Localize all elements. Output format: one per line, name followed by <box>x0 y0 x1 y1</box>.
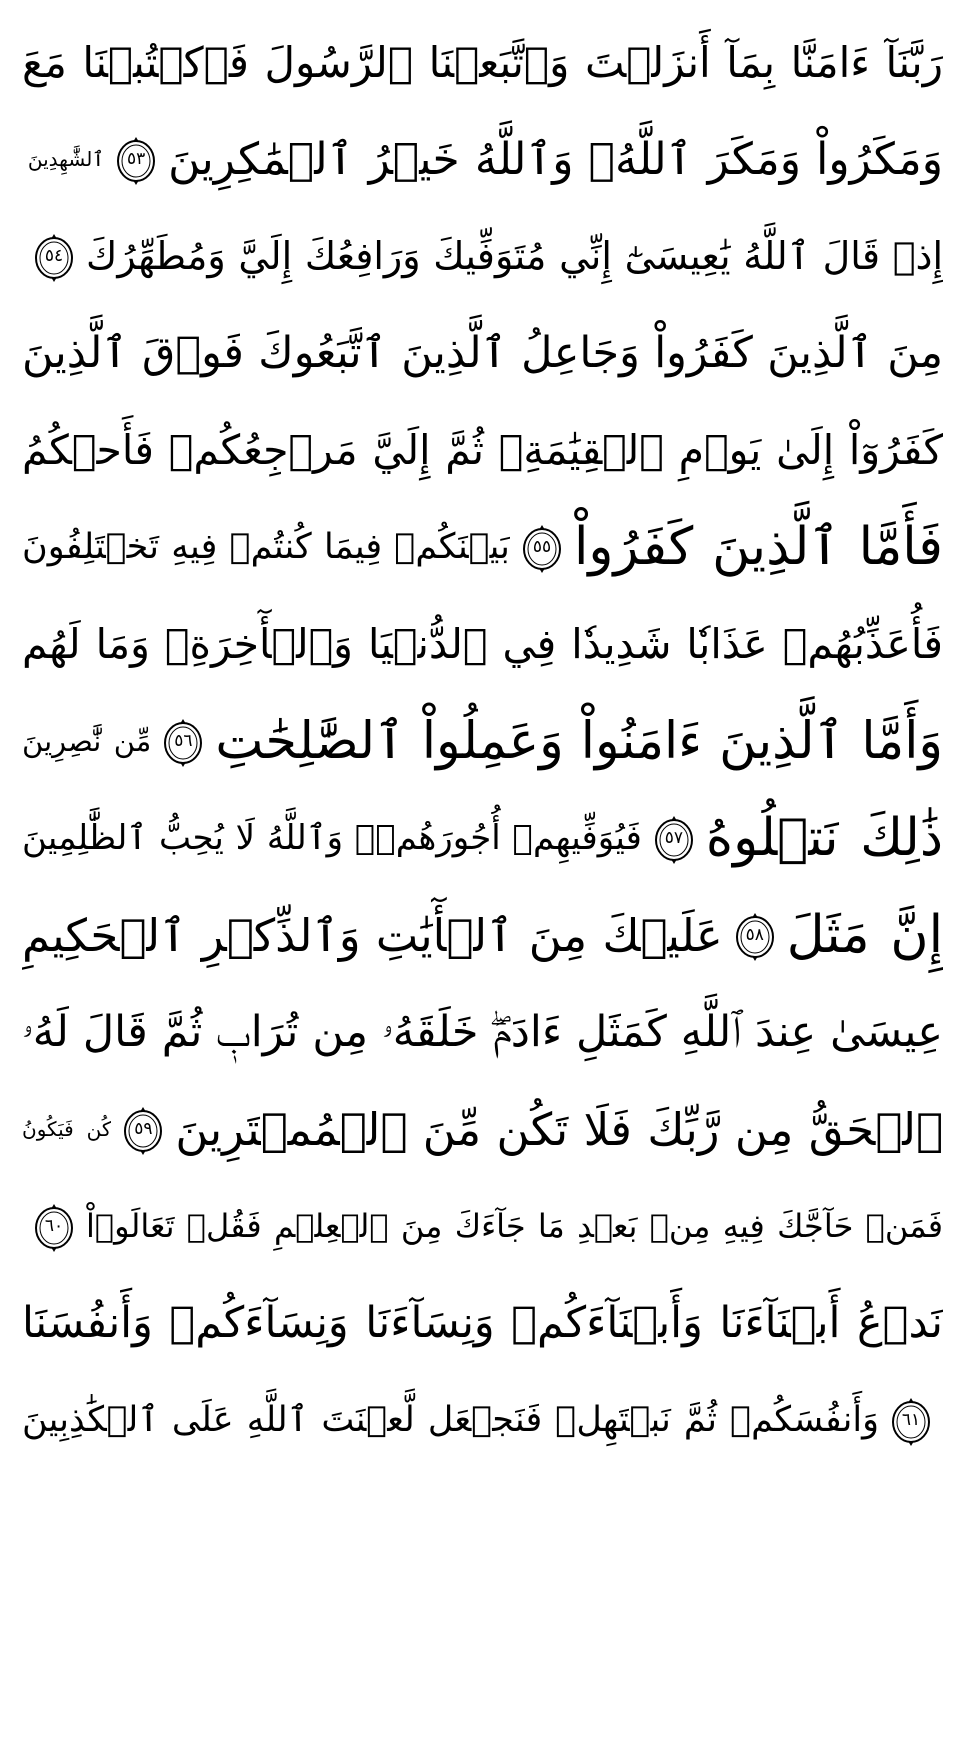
text-line <box>22 1178 943 1275</box>
text-line <box>22 305 943 402</box>
text-line <box>22 111 943 208</box>
ayah-number: ٥٧ <box>664 828 683 848</box>
verse-text: مِّن نَّٰصِرِينَ <box>22 724 152 758</box>
verse-text: إِذۡ قَالَ ٱللَّهُ يَٰعِيسَىٰٓ إِنِّي مُتَوَفِّيكَ وَرَافِعُكَ إِلَيَّ وَمُطَهِّرُكَ <box>86 234 943 278</box>
text-line <box>22 1275 943 1372</box>
ayah-number: ٥٦ <box>174 731 193 751</box>
verse-text: كَفَرُوٓاْ إِلَىٰ يَوۡمِ ٱلۡقِيَٰمَةِۖ ثُمَّ إِلَيَّ مَرۡجِعُكُمۡ فَأَحۡكُمُ <box>22 426 943 474</box>
verse-text: وَأَمَّا ٱلَّذِينَ ءَامَنُواْ وَعَمِلُواْ ٱلصَّٰلِحَٰتِ <box>215 712 943 771</box>
text-line <box>22 1372 943 1469</box>
verse-text: فَمَنۡ حَآجَّكَ فِيهِ مِنۢ بَعۡدِ مَا جَآءَكَ مِنَ ٱلۡعِلۡمِ فَقُلۡ تَعَالَوۡاْ <box>86 1207 943 1245</box>
verse-text: بَيۡنَكُمۡ فِيمَا كُنتُمۡ فِيهِ تَخۡتَلِفُونَ <box>22 527 510 567</box>
verse-text: فَأُعَذِّبُهُمۡ عَذَابٗا شَدِيدٗا فِي ٱلدُّنۡيَا وَٱلۡأٓخِرَةِۖ وَمَا لَهُم <box>22 620 943 668</box>
verse-text: عَلَيۡكَ مِنَ ٱلۡأٓيَٰتِ وَٱلذِّكۡرِ ٱلۡحَكِيمِ <box>22 909 723 962</box>
ayah-number-marker <box>520 522 564 574</box>
text-line <box>22 14 943 111</box>
verse-text: كُن فَيَكُونُ <box>22 1117 112 1141</box>
ayah-number: ٦٠ <box>44 1216 64 1236</box>
verse-text: ٱلشَّٰهِدِينَ <box>27 147 105 171</box>
verse-text: نَدۡعُ أَبۡنَآءَنَا وَأَبۡنَآءَكُمۡ وَنِسَآءَنَا وَنِسَآءَكُمۡ وَأَنفُسَنَا <box>22 1298 943 1348</box>
verse-text: مِنَ ٱلَّذِينَ كَفَرُواْ وَجَاعِلُ ٱلَّذِينَ ٱتَّبَعُوكَ فَوۡقَ ٱلَّذِينَ <box>22 328 943 378</box>
verse-text: إِنَّ مَثَلَ <box>786 905 943 965</box>
text-line <box>22 596 943 693</box>
ayah-number-marker <box>889 1395 933 1447</box>
text-line <box>22 887 943 984</box>
ayah-number-marker <box>114 134 158 186</box>
text-line <box>22 790 943 887</box>
verse-text: وَمَكَرُواْ وَمَكَرَ ٱللَّهُۖ وَٱللَّهُ خَيۡرُ ٱلۡمَٰكِرِينَ <box>168 134 943 185</box>
verse-text: ذَٰلِكَ نَتۡلُوهُ <box>705 808 943 868</box>
text-line <box>22 208 943 305</box>
verse-text: رَبَّنَآ ءَامَنَّا بِمَآ أَنزَلۡتَ وَٱتَّبَعۡنَا ٱلرَّسُولَ فَٱكۡتُبۡنَا مَعَ <box>22 38 943 87</box>
ayah-number-marker <box>161 716 205 768</box>
verse-text: وَأَنفُسَكُمۡ ثُمَّ نَبۡتَهِلۡ فَنَجۡعَل لَّعۡنَتَ ٱللَّهِ عَلَى ٱلۡكَٰذِبِينَ <box>22 1400 879 1440</box>
ayah-number: ٥٩ <box>134 1119 153 1139</box>
ayah-number-marker <box>121 1104 165 1156</box>
verse-text: فَيُوَفِّيهِمۡ أُجُورَهُمۡۗ وَٱللَّهُ لَا يُحِبُّ ٱلظَّٰلِمِينَ <box>22 818 642 858</box>
text-line <box>22 1081 943 1178</box>
ayah-number: ٥٤ <box>44 246 64 266</box>
ayah-number: ٥٥ <box>532 537 552 557</box>
verse-text: عِيسَىٰ عِندَ ٱللَّهِ كَمَثَلِ ءَادَمَۖ خَلَقَهُۥ مِن تُرَابٖ ثُمَّ قَالَ لَهُۥ <box>22 1007 943 1057</box>
verse-text: فَأَمَّا ٱلَّذِينَ كَفَرُواْ <box>573 517 943 577</box>
text-line <box>22 402 943 499</box>
ayah-number-marker <box>32 231 76 283</box>
ayah-number-marker <box>652 813 696 865</box>
ayah-number: ٥٨ <box>745 925 764 945</box>
text-line <box>22 693 943 790</box>
verse-text: ٱلۡحَقُّ مِن رَّبِّكَ فَلَا تَكُن مِّنَ ٱلۡمُمۡتَرِينَ <box>175 1103 943 1156</box>
ayah-number: ٦١ <box>901 1410 921 1430</box>
ayah-number-marker <box>32 1201 76 1253</box>
ayah-number-marker <box>733 910 777 962</box>
text-line <box>22 984 943 1081</box>
ayah-number: ٥٣ <box>126 149 146 169</box>
text-line <box>22 499 943 596</box>
